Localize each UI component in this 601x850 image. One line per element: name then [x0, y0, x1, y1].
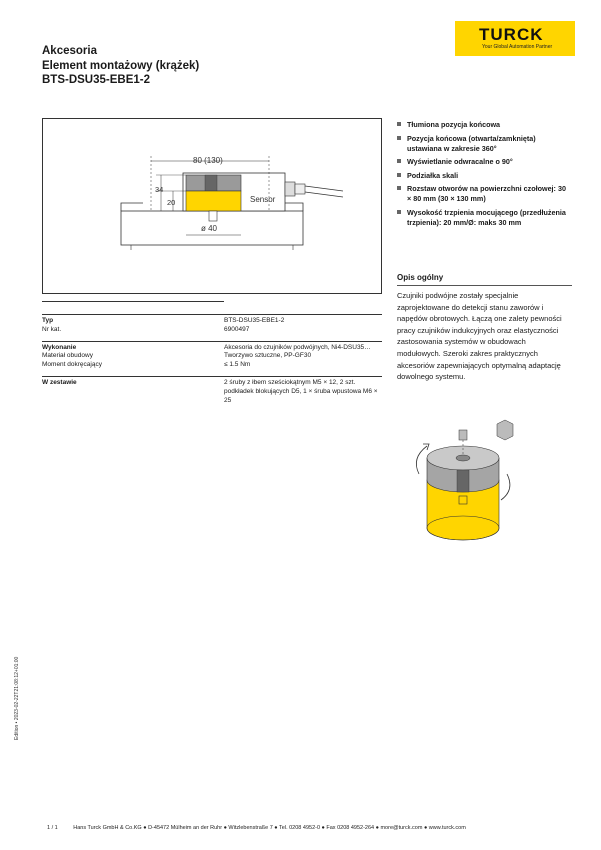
dim-diameter: ø 40 [201, 224, 218, 233]
spec-value: ≤ 1.5 Nm [224, 361, 251, 369]
logo-tagline: Your Global Automation Partner [482, 44, 553, 50]
sensor-label: Sensor [250, 195, 276, 204]
spec-label: Nr kat. [42, 325, 62, 333]
divider [42, 301, 224, 302]
feature-item: Podziałka skali [397, 171, 567, 181]
feature-item: Wysokość trzpienia mocującego (przedłużenia trzpienia): 20 mm/Ø: maks 30 mm [397, 208, 567, 228]
description-divider [397, 285, 572, 286]
bullet-icon [397, 136, 401, 140]
bullet-icon [397, 159, 401, 163]
turck-logo [455, 21, 575, 56]
bullet-icon [397, 210, 401, 214]
bullet-icon [397, 122, 401, 126]
table-row [42, 376, 382, 405]
spec-value: BTS-DSU35-EBE1-2 [224, 315, 382, 326]
logo-brand: TURCK [479, 25, 544, 44]
spec-label: Typ [42, 315, 224, 326]
table-row [42, 315, 382, 326]
page-footer [47, 825, 466, 831]
spec-label: Wykonanie [42, 341, 224, 352]
feature-item: Pozycja końcowa (otwarta/zamknięta) ustawiana w zakresie 360° [397, 134, 567, 154]
bullet-icon [397, 173, 401, 177]
dim-34: 34 [155, 185, 164, 194]
feature-item: Rozstaw otworów na powierzchni czołowej: 30 × 80 mm (30 × 130 mm) [397, 184, 567, 204]
description-text: Czujniki podwójne zostały specjalnie zaprojektowane do detekcji stanu zaworów i napędów obrotowych. Łączą one zalety pewności pracy czujników indukcyjnych oraz elastyczności zastosowania systemów w obudowach modułowych. Szeroki zakres praktycznych akcesoriów zapewniających optymalną adaptację dowolnego systemu. [397, 291, 562, 382]
page-title-block [42, 44, 199, 88]
cable [305, 186, 343, 191]
table-row [42, 352, 382, 361]
edition-text: Edition • 2023-02-22T21:08:12+01:00 [14, 656, 20, 740]
spec-value: 6900497 [224, 325, 250, 333]
product-illustration [405, 410, 520, 550]
spec-value: Akcesoria do czujników podwójnych, Ni4-DSU35… [224, 341, 382, 352]
description-title: Opis ogólny [397, 273, 444, 282]
page-number: 1 / 1 [47, 825, 58, 831]
spec-value: Tworzywo sztuczne, PP-GF30 [224, 352, 312, 360]
category-title: Akcesoria [42, 45, 97, 57]
feature-item: Wyświetlanie odwracalne o 90° [397, 157, 567, 167]
table-row [42, 341, 382, 352]
spec-label: Materiał obudowy [42, 352, 93, 360]
spec-value: 2 śruby z łbem sześciokątnym M5 × 12, 2 szt. podkładek blokujących D5, 1 × śruba wpustowa M6 × 25 [224, 376, 382, 405]
spec-table [42, 314, 382, 405]
table-row [42, 361, 382, 370]
feature-item: Tłumiona pozycja końcowa [397, 120, 567, 130]
feature-list [397, 120, 567, 231]
drawing-svg [43, 119, 381, 293]
spec-label: W zestawie [42, 376, 224, 405]
table-row [42, 326, 382, 335]
footer-contact: Hans Turck GmbH & Co.KG ● D-45472 Mülheim an der Ruhr ● Witzlebenstraße 7 ● Tel. 0208 4952-0 ● Fax 0208 4952-264 ● more@turck.com ● www.turck.com [73, 825, 466, 831]
dim-20: 20 [167, 198, 176, 207]
spec-label: Moment dokręcający [42, 361, 102, 369]
dim-width: 80 (130) [193, 156, 223, 165]
puck-body [186, 191, 241, 211]
bullet-icon [397, 186, 401, 190]
subtitle: Element montażowy (krążek) [42, 59, 200, 72]
product-code: BTS-DSU35-EBE1-2 [42, 74, 150, 86]
technical-drawing [42, 118, 382, 294]
